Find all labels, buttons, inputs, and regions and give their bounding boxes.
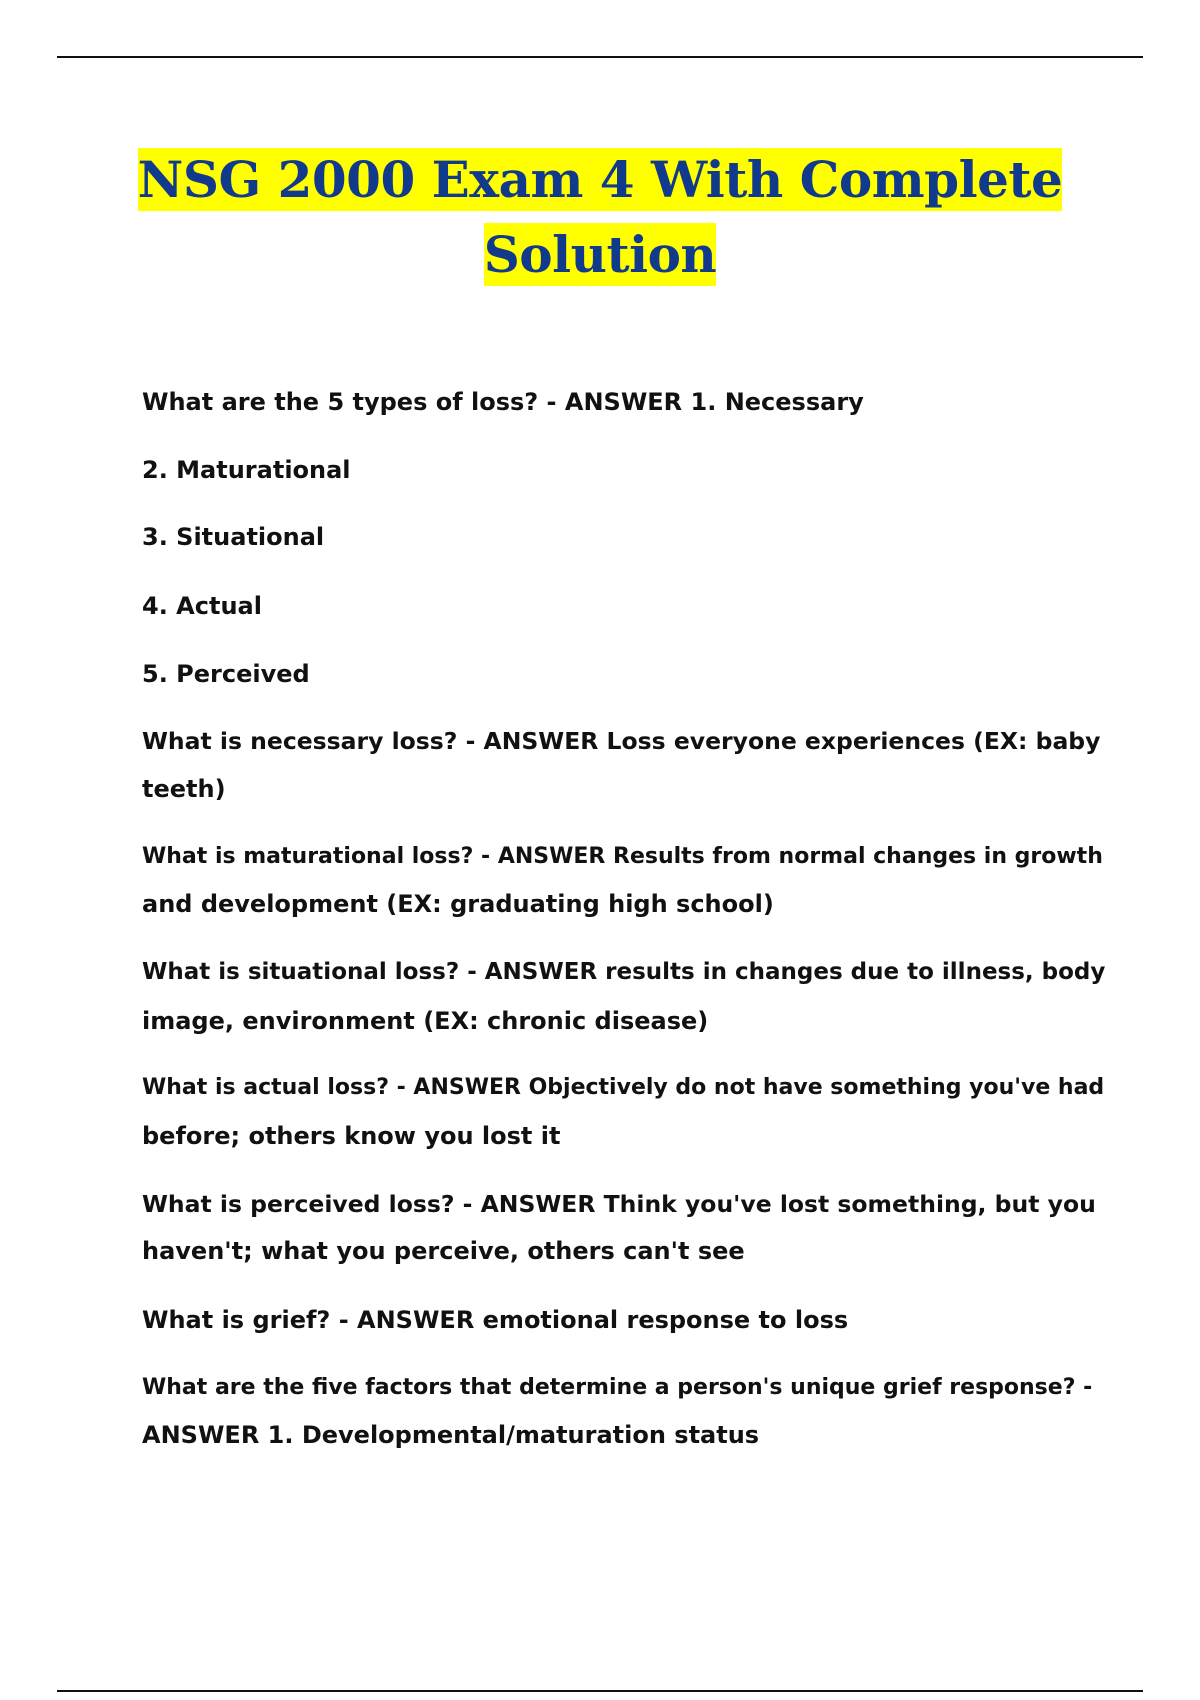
qa-line: What is maturational loss? - ANSWER Results from normal changes in growth — [142, 844, 1103, 869]
qa-line: What is actual loss? - ANSWER Objectively do not have something you've had — [142, 1075, 1105, 1100]
top-rule — [57, 56, 1143, 58]
bottom-rule — [57, 1690, 1143, 1692]
title-line-1: NSG 2000 Exam 4 With Complete — [137, 150, 1063, 209]
qa-line: 3. Situational — [142, 523, 325, 551]
qa-line: image, environment (EX: chronic disease) — [142, 1007, 709, 1035]
qa-line: What are the five factors that determine a person's unique grief response? - — [142, 1375, 1093, 1400]
qa-line: 5. Perceived — [142, 660, 310, 688]
qa-line: ANSWER 1. Developmental/maturation status — [142, 1421, 760, 1449]
qa-line: What is necessary loss? - ANSWER Loss everyone experiences (EX: baby — [142, 727, 1101, 755]
qa-line: What are the 5 types of loss? - ANSWER 1. Necessary — [142, 388, 864, 416]
qa-line: before; others know you lost it — [142, 1122, 561, 1150]
qa-line: haven't; what you perceive, others can't see — [142, 1237, 745, 1265]
qa-line: and development (EX: graduating high school) — [142, 890, 774, 918]
qa-line: What is perceived loss? - ANSWER Think you've lost something, but you — [142, 1190, 1096, 1218]
qa-line: 4. Actual — [142, 592, 262, 620]
title-line-2: Solution — [483, 225, 717, 284]
qa-line: What is situational loss? - ANSWER results in changes due to illness, body — [142, 959, 1106, 985]
qa-line: 2. Maturational — [142, 456, 351, 484]
qa-line: What is grief? - ANSWER emotional response to loss — [142, 1306, 849, 1334]
document-title — [100, 142, 1100, 292]
qa-line: teeth) — [142, 775, 226, 803]
